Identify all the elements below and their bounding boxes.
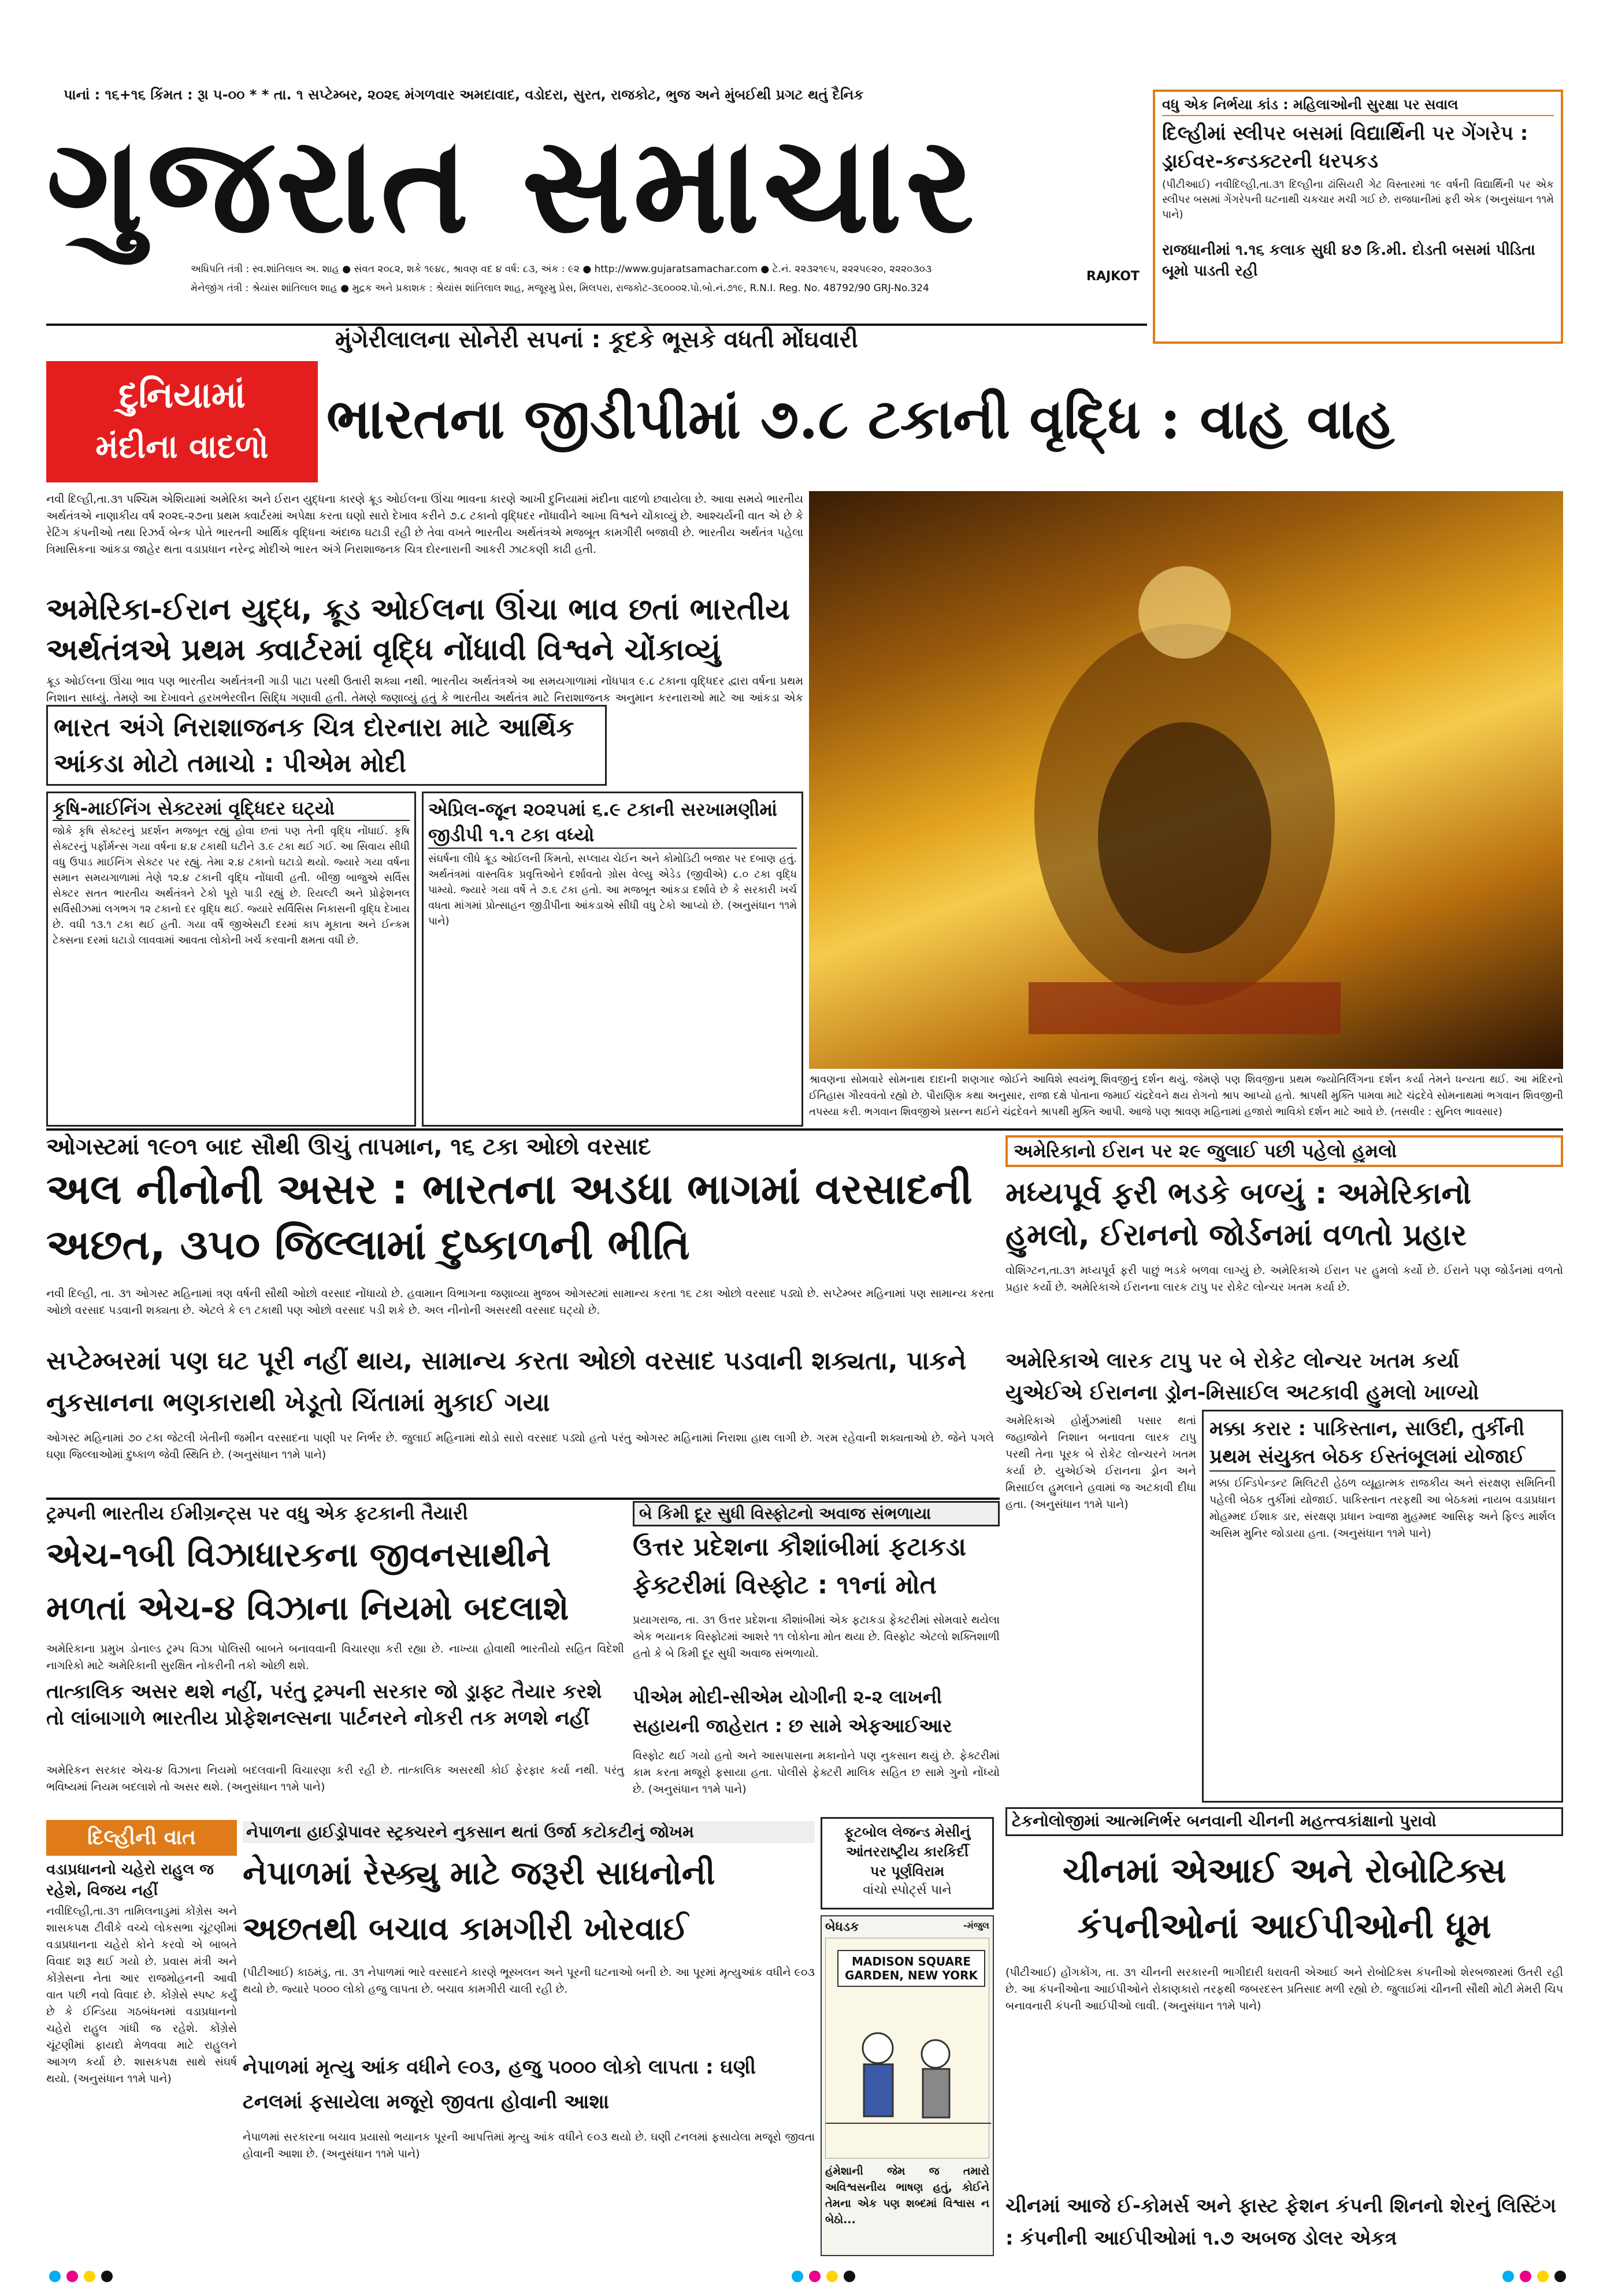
blast-kicker: બે કિમી દૂર સુધી વિસ્ફોટનો અવાજ સંભળાયા	[633, 1501, 1000, 1526]
registration-dot	[809, 2271, 821, 2282]
registration-dot	[1554, 2271, 1566, 2282]
story-subhead: રાજધાનીમાં ૧.૧૬ કલાક સુધી ૪૭ કિ.મી. દોડતી બસમાં પીડિતા બૂમો પાડતી રહી	[1162, 242, 1535, 280]
cartoon-figures	[826, 1938, 991, 2158]
mecca-box	[1202, 1410, 1563, 1803]
delhi-body: નવીદિલ્હી,તા.૩૧ તામિલનાડુમાં કોંગ્રેસ અને શાસકપક્ષ ટીવીકે વચ્ચે લોકસભા ચૂંટણીમાં વડાપ્રધાનના ચહેરો કોને કરવો એ બાબતે વિવાદ શરૂ થઈ ગયો છે. પ્રવાસ મંત્રી અને કોંગ્રેસના નેતા આર રાજમોહનની આવી વાત પછી નવો વિવાદ છે. કોંગ્રેસે સ્પષ્ટ કર્યું છે કે ઈન્ડિયા ગઠબંધનમાં વડાપ્રધાનનો ચહેરો રાહુલ ગાંધી જ રહેશે. કોંગ્રેસે ચૂંટણીમાં ફાયદો મેળવવા માટે રાહુલને આગળ કર્યા છે. શાસકપક્ષ સાથે સંઘર્ષ થયો. (અનુસંધાન ૧૧મે પાને)	[46, 1905, 237, 2085]
h1b-body-2: અમેરિકન સરકાર એચ-૪ વિઝાના નિયમો બદલવાની વિચારણા કરી રહી છે. તાત્કાલિક અસરથી કોઈ ફેરફાર કર્યા નથી. પરંતુ ભવિષ્યમાં નિયમ બદલાશે તો અસર થશે. (અનુસંધાન ૧૧મે પાને)	[46, 1764, 624, 1793]
pm-quote-box: ભારત અંગે નિરાશાજનક ચિત્ર દોરનારા માટે આર્થિક આંકડા મોટો તમાચો : પીએમ મોદી	[46, 705, 607, 786]
iran-body-2: અમેરિકાએ હોર્મુઝમાંથી પસાર થતાં જહાજોને નિશાન બનાવતા લારક ટાપુ પરથી તેના પૂરક બે રોકેટ લોન્ચરને ખતમ કર્યા છે. યુએઈએ ઈરાનના ડ્રોન અને મિસાઈલ હુમલાને હવામાં જ અટકાવી દીધા હતા. (અનુસંધાન ૧૧મે પાને)	[1005, 1414, 1196, 1511]
sports-teaser-box[interactable]	[821, 1817, 994, 1909]
registration-dot	[826, 2271, 838, 2282]
iran-kicker: અમેરિકાનો ઈરાન પર ૨૯ જુલાઈ પછી પહેલો હુમલો	[1014, 1140, 1397, 1162]
china-headline: ચીનમાં એઆઈ અને રોબોટિક્સ કંપનીઓનાં આઈપીઓની ધૂમ	[1062, 1851, 1506, 1946]
kicker-rain: ઓગસ્ટમાં ૧૯૦૧ બાદ સૌથી ઊંચું તાપમાન, ૧૬ ટકા ઓછો વરસાદ	[46, 1134, 651, 1160]
cartoon-header	[825, 1920, 989, 1934]
registration-dot	[844, 2271, 855, 2282]
lead-paragraph: નવી દિલ્હી,તા.૩૧ પશ્ચિમ એશિયામાં અમેરિકા અને ઈરાન યુદ્ધના કારણે ક્રૂડ ઓઈલના ઊંચા ભાવના કારણે આખી દુનિયામાં મંદીના વાદળો છવાયેલા છે. આવા સમયે ભારતીય અર્થતંત્રએ નાણાકીય વર્ષ ૨૦૨૬-૨૭ના પ્રથમ ક્વાર્ટરમાં અપેક્ષા કરતા ઘણો સારો દેખાવ કરીને ૭.૮ ટકાનો વૃદ્ધિદર નોંધાવીને આખા વિશ્વને ચોંકાવ્યું છે. આશ્ચર્યની વાત એ છે કે રેટિંગ કંપનીઓ તથા રિઝર્વ બેન્ક પોતે ભારતની આર્થિક વૃદ્ધિના અંદાજ ઘટાડી રહી છે તેવા વખતે ભારતીય અર્થતંત્રએ મજબૂત કામગીરી બજાવી છે. ભારતીય અર્થતંત્ર પહેલા ત્રિમાસિકના આંકડા જાહેર થતા વડાપ્રધાન નરેન્દ્ર મોદીએ ભારત અંગે નિરાશાજનક ચિત્ર દોરનારાની આકરી ઝાટકણી કાઢી હતી.	[46, 493, 803, 556]
gdp-compare-box	[422, 792, 803, 1127]
gdp-compare-title: એપ્રિલ-જૂન ૨૦૨૫માં ૬.૯ ટકાની સરખામણીમાં જીડીપી ૧.૧ ટકા વધ્યો	[428, 797, 797, 849]
story-kicker: વધુ એક નિર્ભયા કાંડ : મહિલાઓની સુરક્ષા પર સવાલ	[1162, 96, 1554, 116]
rule	[46, 1128, 1563, 1131]
cartoon-panel	[821, 1915, 994, 2256]
mecca-body: મક્કા ઈન્ડિપેન્ડન્ટ મિલિટરી હેઠળ વ્યૂહાત્મક રાજકીય અને સંરક્ષણ સમિતિની પહેલી બેઠક તુર્કીમાં યોજાઈ. પાકિસ્તાન તરફથી આ બેઠકમાં નાયબ વડાપ્રધાન મોહમ્મદ ઈશાક ડાર, સંરક્ષણ પ્રધાન ખ્વાજા મુહમ્મદ આસિફ અને ફિલ્ડ માર્શલ અસિમ મુનિર જોડાયા હતા. (અનુસંધાન ૧૧મે પાને)	[1209, 1477, 1556, 1540]
rule	[46, 1498, 1000, 1500]
right-top-story	[1153, 90, 1563, 344]
iran-body: વોશિંગ્ટન,તા.૩૧ મધ્યપૂર્વ ફરી પાછું ભડકે બળવા લાગ્યું છે. અમેરિકાએ ઈરાન પર હુમલો કર્યો છે. ઈરાને પણ જોર્ડનમાં વળતો પ્રહાર કર્યો છે. અમેરિકાએ ઈરાનના લારક ટાપુ પર રોકેટ લોન્ચર ખતમ કર્યા છે.	[1005, 1264, 1563, 1294]
nepal-headline: નેપાળમાં રેસ્ક્યુ માટે જરૂરી સાધનોની અછતથી બચાવ કામગીરી ખોરવાઈ	[243, 1855, 715, 1948]
red-label-line-1: દુનિયામાં	[118, 374, 246, 416]
dateline: પાનાં : ૧૬+૧૬ કિંમત : રૂા ૫-૦૦ * * તા. ૧ સપ્ટેમ્બર, ૨૦૨૬ મંગળવાર અમદાવાદ, વડોદરા, સુરત, રાજકોટ, ભુજ અને મુંબઈથી પ્રગટ થતું દૈનિક	[64, 87, 864, 103]
subhead-war: અમેરિકા-ઈરાન યુદ્ધ, ક્રૂડ ઓઈલના ઊંચા ભાવ છતાં ભારતીય અર્થતંત્રએ પ્રથમ ક્વાર્ટરમાં વૃદ્ધિ નોંધાવી વિશ્વને ચોંકાવ્યું	[46, 592, 790, 667]
cartoon-title: બેધડક	[825, 1920, 859, 1934]
registration-dot	[1520, 2271, 1531, 2282]
sports-teaser-link[interactable]: વાંચો સ્પોર્ટ્સ પાને	[863, 1883, 952, 1897]
china-kicker: ટેકનોલોજીમાં આત્મનિર્ભર બનવાની ચીનની મહત્ત્વકાંક્ષાનો પુરાવો	[1012, 1811, 1437, 1830]
elnino-body-2: ઓગસ્ટ મહિનામાં ૭૦ ટકા જેટલી ખેતીની જમીન વરસાદના પાણી પર નિર્ભર છે. જુલાઈ મહિનામાં થોડો સારો વરસાદ પડ્યો હતો પરંતુ ઓગસ્ટ મહિનામાં નિરાશા હાથ લાગી છે. ગરમ રહેવાની શક્યતાઓ છે. જેને પગલે ઘણા જિલ્લાઓમાં દુષ્કાળ જેવી સ્થિતિ છે. (અનુસંધાન ૧૧મે પાને)	[46, 1432, 994, 1461]
gdp-compare-body: સંઘર્ષના લીધે ક્રૂડ ઓઈલની કિંમતો, સપ્લાય ચેઈન અને કોમોડિટી બજાર પર દબાણ હતું. અર્થતંત્રમાં વાસ્તવિક પ્રવૃત્તિઓને દર્શાવતો ગ્રોસ વેલ્યુ એડેડ (જીવીએ) ૮.૦ ટકા વૃદ્ધિ પામ્યો. જ્યારે ગયા વર્ષે તે ૭.૬ ટકા હતો. આ મજબૂત આંકડા દર્શાવે છે કે સરકારી ખર્ચ વધતા માંગમાં પ્રોત્સાહન જીડીપીના આંકડાએ સીધી વધુ ટેકો આપ્યો છે. (અનુસંધાન ૧૧મે પાને)	[428, 853, 797, 927]
elnino-body: નવી દિલ્હી, તા. ૩૧ ઓગસ્ટ મહિનામાં ત્રણ વર્ષની સૌથી ઓછો વરસાદ નોંધાયો છે. હવામાન વિભાગના જણાવ્યા મુજબ ઓગસ્ટમાં સામાન્ય કરતા ૧૬ ટકા ઓછો વરસાદ પડ્યો છે. સપ્ટેમ્બર મહિનામાં પણ સામાન્ય કરતા ઓછો વરસાદ પડવાની શક્યતા છે. એટલે કે ૯૧ ટકાથી પણ ઓછો વરસાદ પડી શકે છે. અલ નીનોની અસરથી વરસાદ ઘટ્યો છે.	[46, 1287, 994, 1317]
blast-headline: ઉત્તર પ્રદેશના કૌશાંબીમાં ફટાકડા ફેક્ટરીમાં વિસ્ફોટ : ૧૧નાં મોત	[633, 1532, 966, 1600]
nepal-kicker: નેપાળના હાઈડ્રોપાવર સ્ટ્રક્ચરને નુકસાન થતાં ઉર્જા કટોકટીનું જોખમ	[243, 1821, 815, 1843]
registration-dot	[49, 2271, 61, 2282]
imprint-line-2: મેનેજીંગ તંત્રી : શ્રેયાંસ શાંતિલાલ શાહ ● મુદ્રક અને પ્રકાશક : શ્રેયાંસ શાંતિલાલ શાહ, મજૂરમુ પ્રેસ, મિલપરા, રાજકોટ-૩૬૦૦૦૨.પો.બો.નં.૭૧૯, R.N.I. Reg. No. 48792/90 GRJ-No.324	[191, 283, 929, 294]
sports-teaser-line-3: પર પૂર્ણવિરામ	[870, 1863, 945, 1879]
iran-subhead-1: અમેરિકાએ લારક ટાપુ પર બે રોકેટ લોન્ચર ખતમ કર્યા	[1005, 1349, 1459, 1373]
nepal-body-2: નેપાળમાં સરકારના બચાવ પ્રયાસો ભયાનક પૂરની આપત્તિમાં મૃત્યુ આંક વધીને ૯૦૩ થયો છે. ઘણી ટનલમાં ફસાયેલા મજૂરો જીવતા હોવાની આશા છે. (અનુસંધાન ૧૧મે પાને)	[243, 2131, 815, 2160]
story-body: (પીટીઆઈ) નવીદિલ્હી,તા.૩૧ દિલ્હીના ઢાંસિયરી ગેટ વિસ્તારમાં ૧૯ વર્ષની વિદ્યાર્થિની પર એક સ્લીપર બસમાં ગેંગરેપની ઘટનાથી ચકચાર મચી ગઈ છે. રાજધાનીમાં ફરી એક (અનુસંધાન ૧૧મે પાને)	[1162, 179, 1554, 221]
iran-subhead-2: યુએઈએ ઈરાનના ડ્રોન-મિસાઈલ અટકાવી હુમલો ખાળ્યો	[1005, 1381, 1479, 1405]
h1b-body: અમેરિકાના પ્રમુખ ડોનાલ્ડ ટ્રમ્પ વિઝા પોલિસી બાબતે બનાવવાની વિચારણા કરી રહ્યા છે. નાખ્યા હોવાથી ભારતીયો સહિત વિદેશી નાગરિકો માટે અમેરિકાની સુરક્ષિત નોકરીની તકો ઓછી થશે.	[46, 1643, 624, 1672]
temple-illustration	[809, 491, 1563, 1069]
registration-dot	[101, 2271, 113, 2282]
rule	[46, 324, 1147, 326]
imprint-line-1: અધિપતિ તંત્રી : સ્વ.શાંતિલાલ અ. શાહ ● સંવત ૨૦૮૨, શકે ૧૯૪૮, શ્રાવણ વદ ૪ વર્ષ: ૮૩, અંક : ૯૨ ● http://www.gujaratsamachar.com ● ટે.નં. ૨૨૩૨૧૯૫, ૨૨૨૫૯૨૦, ૨૨૨૦૩૦૩	[191, 263, 932, 275]
h1b-kicker: ટ્રમ્પની ભારતીય ઈમીગ્રન્ટ્સ પર વધુ એક ફટકાની તૈયારી	[46, 1502, 468, 1524]
delhi-headline: વડાપ્રધાનનો ચહેરો રાહુલ જ રહેશે, વિજય નહીં	[46, 1861, 214, 1899]
photo-caption: શ્રાવણના સોમવારે સોમનાથ દાદાની શણગાર જોઈને આવિશે સ્વયંભૂ શિવજીનું દર્શન થયું. જેમણે પણ શિવજીના પ્રથમ જ્યોતિર્લિંગના દર્શન કર્યા તેમને ધન્યતા થઈ. આ મંદિરનો ઈતિહાસ ગૌરવવંતો રહ્યો છે. પૌરાણિક કથા અનુસાર, રાજા દક્ષે પોતાના જમાઈ ચંદ્રદેવને ક્ષય રોગનો શ્રાપ આપ્યો હતો. શ્રાપથી મુક્તિ પામવા માટે ચંદ્રદેવે સોમનાથમાં ભગવાન શિવજીની તપસ્યા કરી. ભગવાન શિવજીએ પ્રસન્ન થઈને ચંદ્રદેવને શ્રાપથી મુક્તિ આપી. આજે પણ શ્રાવણ મહિનામાં હજારો ભાવિકો દર્શન માટે આવે છે. (તસવીર : સુનિલ ભાવસાર)	[809, 1073, 1563, 1118]
blast-subhead: પીએમ મોદી-સીએમ યોગીની ૨-૨ લાખની સહાયની જાહેરાત : છ સામે એફઆઈઆર	[633, 1686, 952, 1737]
china-body: (પીટીઆઈ) હોંગકોંગ, તા. ૩૧ ચીનની સરકારની ભાગીદારી ધરાવતી એઆઈ અને રોબોટિક્સ કંપનીઓ શેરબજારમાં ઉતરી રહી છે. આ કંપનીઓના આઈપીઓને રોકાણકારો તરફથી જબરદસ્ત પ્રતિસાદ મળી રહ્યો છે. જુલાઈમાં ચીનની સૌથી મોટી મેમરી ચિપ બનાવનારી કંપની આઈપીઓ લાવી. (અનુસંધાન ૧૧મે પાને)	[1005, 1966, 1563, 2012]
agri-mining-title: કૃષિ-માઈનિંગ સેક્ટરમાં વૃદ્ધિદર ઘટ્યો	[53, 797, 410, 821]
main-headline: ભારતના જીડીપીમાં ૭.૮ ટકાની વૃદ્ધિ : વાહ વાહ	[326, 386, 1395, 451]
elnino-headline: અલ નીનોની અસર : ભારતના અડધા ભાગમાં વરસાદની અછત, ૩૫૦ જિલ્લામાં દુષ્કાળની ભીતિ	[46, 1165, 973, 1269]
nepal-body: (પીટીઆઈ) કાઠમંડુ, તા. ૩૧ નેપાળમાં ભારે વરસાદને કારણે ભૂસ્ખલન અને પૂરની ઘટનાઓ બની છે. આ પૂરમાં મૃત્યુઆંક વધીને ૯૦૩ થયો છે. જ્યારે ૫૦૦૦ લોકો હજુ લાપતા છે. બચાવ કામગીરી ચાલી રહી છે.	[243, 1966, 815, 1996]
h1b-headline: એચ-૧બી વિઝાધારકના જીવનસાથીને મળતાં એચ-૪ વિઝાના નિયમો બદલાશે	[46, 1535, 569, 1628]
cartoon-caption: હંમેશાની જેમ જ તમારો અવિશ્વસનીય ભાષણ હતું, કોઈને તેમના એક પણ શબ્દમાં વિશ્વાસ ન બેઠો...	[825, 2165, 989, 2226]
registration-dot	[66, 2271, 78, 2282]
elnino-subhead: સપ્ટેમ્બરમાં પણ ઘટ પૂરી નહીં થાય, સામાન્ય કરતા ઓછો વરસાદ પડવાની શક્યતા, પાકને નુકસાનના ભણકારાથી ખેડૂતો ચિંતામાં મુકાઈ ગયા	[46, 1346, 967, 1417]
subhead-war-body: ક્રૂડ ઓઈલના ઊંચા ભાવ પણ ભારતીય અર્થતંત્રની ગાડી પાટા પરથી ઉતારી શક્યા નથી. ભારતીય અર્થતંત્રએ આ સમયગાળામાં નોંધપાત્ર ૯.૮ ટકાના વૃદ્ધિદર દ્વારા વર્ષના પ્રથમ નિશાન સાધ્યું. તેમણે આ દેખાવને હરખભેરલીન સિદ્ધિ ગણાવી હતી. તેમણે જણાવ્યું હતું કે ભારતીય અર્થતંત્ર માટે નિરાશાજનક અનુમાન કરનારાઓ માટે આ આંકડા એક	[46, 675, 803, 704]
iran-kicker-box	[1005, 1135, 1563, 1167]
china-subhead: ચીનમાં આજે ઈ-કોમર્સ અને ફાસ્ટ ફેશન કંપની શિનનો શેરનું લિસ્ટિંગ : કંપનીની આઈપીઓમાં ૧.૭ અબજ ડોલર એકત્ર	[1005, 2194, 1556, 2250]
delhi-column	[46, 1820, 237, 2259]
sports-teaser-line-1: ફૂટબોલ લેજન્ડ મેસીનું	[844, 1824, 971, 1840]
agri-mining-body: જોકે કૃષિ સેક્ટરનું પ્રદર્શન મજબૂત રહ્યું હોવા છતાં પણ તેની વૃદ્ધિ નોંધાઈ. કૃષિ સેક્ટરનું પર્ફોર્મન્સ ગયા વર્ષના ૪.૪ ટકાથી ઘટીને ૩.૯ ટકા થઈ ગઈ. આ સિવાય સીધી વધુ ઉપાડ માઈનિંગ સેક્ટર પર રહ્યું. તેમા ૨.૪ ટકાનો ઘટાડો થયો. જ્યારે ગયા વર્ષના સમાન સમયગાળામાં તેણે ૧૨.૪ ટકાની વૃદ્ધિ નોંધાવી હતી. બીજી બાજુએ સર્વિસ સેક્ટર સતત ભારતીય અર્થતંત્રને ટેકો પૂરો પાડી રહ્યું છે. રિયલ્ટી અને પ્રોફેશનલ સર્વિસીઝમાં લગભગ ૧૨ ટકાનો દર વૃદ્ધિ થઈ. જ્યારે સર્વિસિસ નિકાસની વૃદ્ધિ દેખાય છે. વધી ૧૩.૧ ટકા થઈ હતી. ગયા વર્ષે જીએસટી દરમાં કાપ મૂકાતા અને ઈન્કમ ટેક્સના દરમાં ઘટાડો લાવવામાં આવતા લોકોની ખર્ચ કરવાની ક્ષમતા વધી છે.	[53, 825, 410, 946]
agri-mining-box	[46, 792, 416, 1127]
kicker-inflation: મુંગેરીલાલના સોનેરી સપનાં : કૂદકે ભૂસકે વધતી મોંઘવારી	[335, 326, 858, 353]
cartoon-author: -મંજુલ	[963, 1920, 989, 1931]
sports-teaser-line-2: આંતરરાષ્ટ્રીય કારકિર્દી	[845, 1844, 969, 1860]
masthead-logo: ગુજરાત સમાચાર	[46, 107, 978, 263]
registration-dot	[84, 2271, 95, 2282]
delhi-logo: દિલ્હીની વાત	[46, 1820, 237, 1856]
blast-body-2: વિસ્ફોટ થઈ ગયો હતો અને આસપાસના મકાનોને પણ નુકસાન થયું છે. ફેક્ટરીમાં કામ કરતા મજૂરો ફસાયા હતા. પોલીસે ફેક્ટરી માલિક સહિત છ સામે ગુનો નોંધ્યો છે. (અનુસંધાન ૧૧મે પાને)	[633, 1749, 1000, 1796]
somnath-temple-photo	[809, 491, 1563, 1069]
iran-headline: મધ્યપૂર્વ ફરી ભડકે બળ્યું : અમેરિકાનો હુમલો, ઈરાનનો જોર્ડનમાં વળતો પ્રહાર	[1005, 1176, 1472, 1253]
h1b-subhead: તાત્કાલિક અસર થશે નહીં, પરંતુ ટ્રમ્પની સરકાર જો ડ્રાફ્ટ તૈયાર કરશે તો લાંબાગાળે ભારતીય પ્રોફેશનલ્સના પાર્ટનરને નોકરી તક મળશે નહીં	[46, 1680, 602, 1730]
imprint-block	[191, 260, 1092, 298]
red-label-line-2: મંદીના વાદળો	[95, 428, 269, 466]
mecca-headline: મક્કા કરાર : પાકિસ્તાન, સાઉદી, તુર્કીની પ્રથમ સંયુક્ત બેઠક ઈસ્તંબૂલમાં યોજાઈ	[1209, 1415, 1556, 1472]
story-headline: દિલ્હીમાં સ્લીપર બસમાં વિદ્યાર્થિની પર ગેંગરેપ : ડ્રાઈવર-કન્ડક્ટરની ધરપકડ	[1162, 122, 1528, 173]
cartoon-drawing	[825, 1938, 989, 2158]
nepal-subhead: નેપાળમાં મૃત્યુ આંક વધીને ૯૦૩, હજુ ૫૦૦૦ લોકો લાપતા : ઘણી ટનલમાં ફસાયેલા મજૂરો જીવતા હોવાની આશા	[243, 2056, 756, 2113]
china-kicker-box	[1005, 1807, 1563, 1836]
registration-dot	[1502, 2271, 1514, 2282]
edition-city: RAJKOT	[1086, 269, 1140, 284]
cartoon-sign: MADISON SQUARE GARDEN, NEW YORK	[837, 1950, 985, 1987]
registration-dot	[1537, 2271, 1549, 2282]
red-label-box	[46, 361, 318, 482]
blast-body: પ્રયાગરાજ, તા. ૩૧ ઉત્તર પ્રદેશના કૌશાંબીમાં એક ફટાકડા ફેક્ટરીમાં સોમવારે થયેલા એક ભયાનક વિસ્ફોટમાં આશરે ૧૧ લોકોના મોત થયા છે. વિસ્ફોટ એટલો શક્તિશાળી હતો કે બે કિમી દૂર સુધી અવાજ સંભળાયો.	[633, 1614, 1000, 1660]
registration-dot	[792, 2271, 803, 2282]
